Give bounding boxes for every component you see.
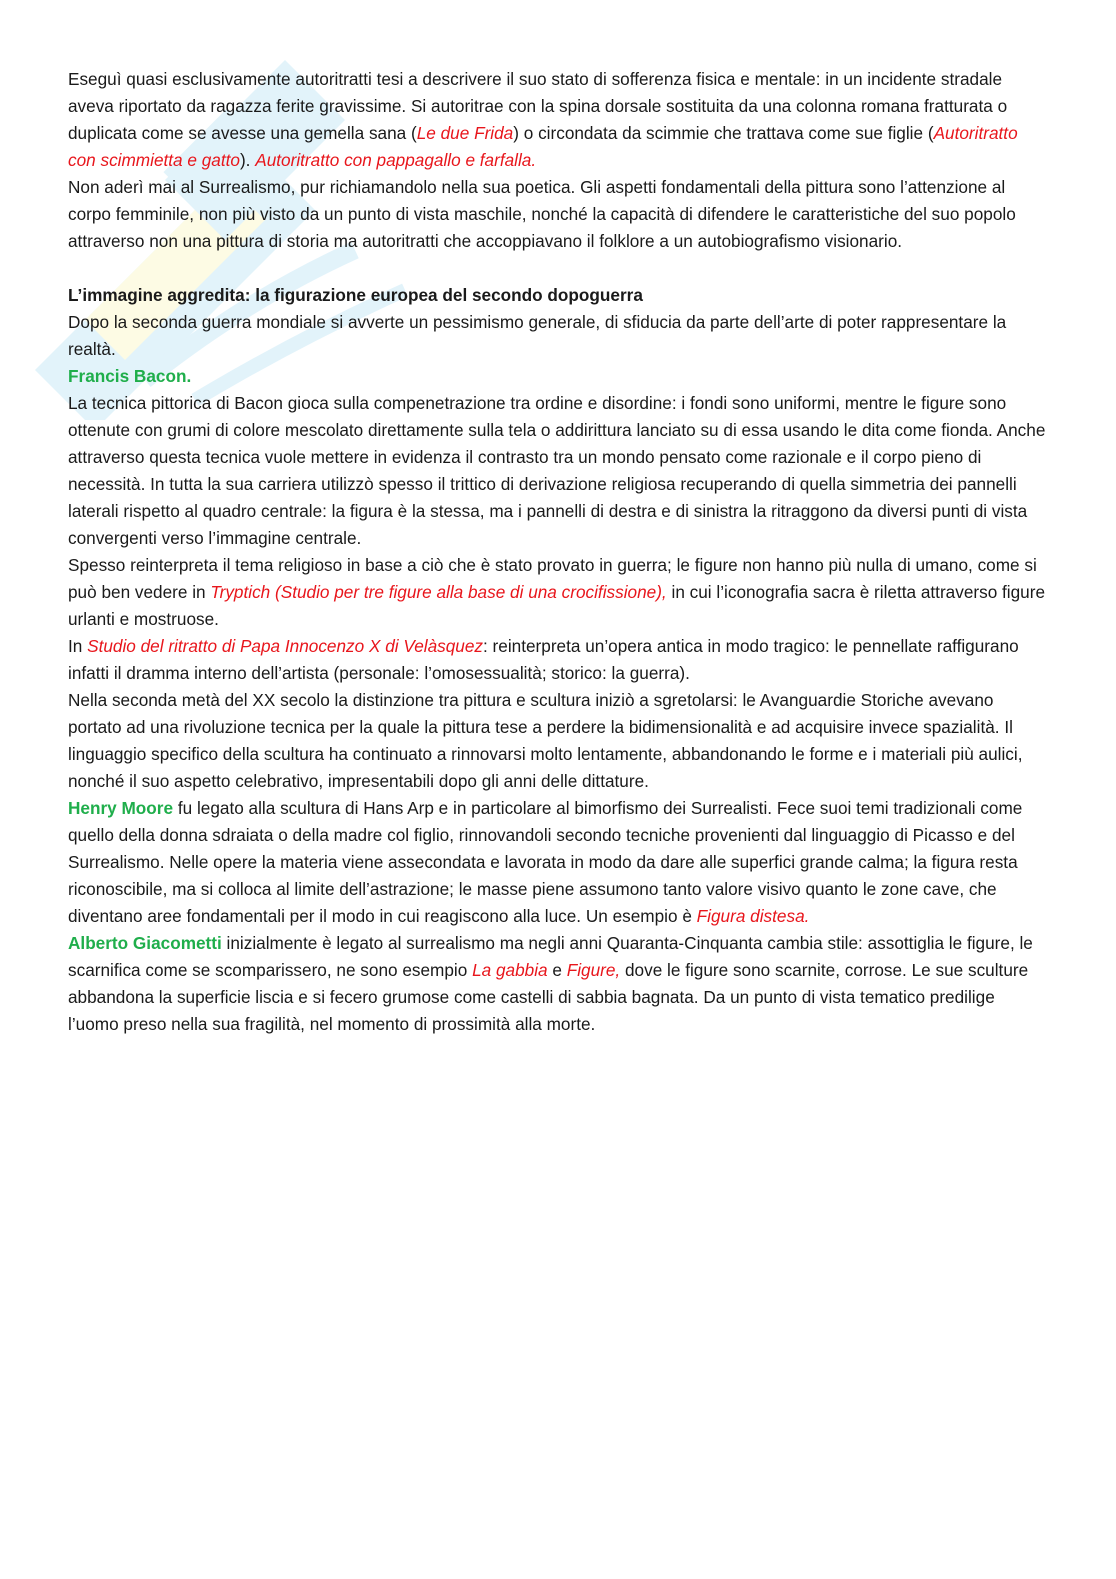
artist-name-francis-bacon: Francis Bacon. [68, 366, 192, 386]
section-intro: Dopo la seconda guerra mondiale si avverte un pessimismo generale, di sfiducia da parte dell’arte di poter rappresentare la realtà. [68, 312, 1007, 359]
bacon-paragraph-1: La tecnica pittorica di Bacon gioca sulla compenetrazione tra ordine e disordine: i fondi sono uniformi, mentre le figure sono ottenute con grumi di colore mescolato direttamente sulla tela o addirittura lanciato su di essa usando le dita come fionda. Anche attraverso questa tecnica vuole mettere in evidenza il contrasto tra un mondo pensato come razionale e il corpo pieno di necessità. In tutta la sua carriera utilizzò spesso il trittico di derivazione religiosa recuperando di quella simmetria dei pannelli laterali rispetto al quadro centrale: la figura è la stessa, ma i pannelli di destra e di sinistra la ritraggono da diversi punti di vista convergenti verso l’immagine centrale. [68, 393, 1046, 548]
artist-name-alberto-giacometti: Alberto Giacometti [68, 933, 222, 953]
bacon-p2-text-2: in cui l’iconografia sacra è riletta attraverso figure urlanti e mostruose. [68, 582, 1046, 629]
frida-paragraph-2: Non aderì mai al Surrealismo, pur richiamandolo nella sua poetica. Gli aspetti fondamentali della pittura sono l’attenzione al corpo femminile, non più visto da un punto di vista maschile, nonché la capacità di difendere le caratteristiche del suo popolo attraverso non una pittura di storia ma autoritratti che accoppiavano il folklore a un autobiografismo visionario. [68, 177, 1016, 251]
giacometti-text-3: dove le figure sono scarnite, corrose. Le sue sculture abbandona la superficie liscia e si fecero grumose come castelli di sabbia bagnata. Da un punto di vista tematico predilige l’uomo preso nella sua fragilità, nel momento di prossimità alla morte. [68, 960, 1029, 1034]
document-page [68, 66, 1050, 1038]
bacon-paragraph-2 [68, 552, 1050, 633]
work-title-le-due-frida: Le due Frida [416, 123, 514, 143]
bacon-p2-text-1: Spesso reinterpreta il tema religioso in base a ciò che è stato provato in guerra; le figure non hanno più nulla di umano, come si può ben vedere in [68, 555, 1037, 602]
work-title-scimmietta-gatto: Autoritratto con scimmietta e gatto [68, 123, 1018, 170]
frida-text-2: ) o circondata da scimmie che trattava come sue figlie ( [513, 123, 934, 143]
work-title-figura-distesa: Figura distesa. [696, 906, 810, 926]
giacometti-text-2: e [547, 960, 567, 980]
bacon-p3-text-0: In [68, 636, 88, 656]
work-title-pappagallo-farfalla: Autoritratto con pappagallo e farfalla. [255, 150, 537, 170]
work-title-papa-innocenzo: Studio del ritratto di Papa Innocenzo X di Velàsquez [87, 636, 483, 656]
artist-name-henry-moore: Henry Moore [68, 798, 174, 818]
bacon-p3-text-1: : reinterpreta un’opera antica in modo tragico: le pennellate raffigurano infatti il dramma interno dell’artista (personale: l’omosessualità; storico: la guerra). [68, 636, 1019, 683]
giacometti-text-1: inizialmente è legato al surrealismo ma negli anni Quaranta-Cinquanta cambia stile: assottiglia le figure, le scarnifica come se scomparissero, ne sono esempio [68, 933, 1033, 980]
moore-text-1: fu legato alla scultura di Hans Arp e in particolare al bimorfismo dei Surrealisti. Fece suoi temi tradizionali come quello della donna sdraiata o della madre col figlio, rinnovandoli secondo tecniche provenienti dal linguaggio di Picasso e del Surrealismo. Nelle opere la materia viene assecondata e lavorata in modo da dare alle superfici grande calma; la figura resta riconoscibile, ma si colloca al limite dell’astrazione; le masse piene assumono tanto valore visivo quanto le zone cave, che diventano aree fondamentali per il modo in cui reagiscono alla luce. Un esempio è [68, 798, 1023, 926]
paragraph-spacer [68, 255, 1050, 282]
frida-text-1: Eseguì quasi esclusivamente autoritratti tesi a descrivere il suo stato di sofferenza fisica e mentale: in un incidente stradale aveva riportato da ragazza ferite gravissime. Si autoritrae con la spina dorsale sostituita da una colonna romana fratturata o duplicata come se avesse una gemella sana ( [68, 69, 1008, 143]
frida-text-3: ). [239, 150, 256, 170]
giacometti-paragraph [68, 930, 1050, 1038]
moore-paragraph [68, 795, 1050, 930]
work-title-tryptich: Tryptich (Studio per tre figure alla base di una crocifissione), [210, 582, 667, 602]
bacon-paragraph-3 [68, 633, 1050, 687]
work-title-figure: Figure, [566, 960, 621, 980]
work-title-la-gabbia: La gabbia [472, 960, 548, 980]
section-heading: L’immagine aggredita: la figurazione europea del secondo dopoguerra [68, 285, 643, 305]
sculpture-paragraph: Nella seconda metà del XX secolo la distinzione tra pittura e scultura iniziò a sgretolarsi: le Avanguardie Storiche avevano portato ad una rivoluzione tecnica per la quale la pittura tese a perdere la bidimensionalità e ad acquisire invece spazialità. Il linguaggio specifico della scultura ha continuato a rinnovarsi molto lentamente, abbandonando le forme e i materiali più aulici, nonché il suo aspetto celebrativo, impresentabili dopo gli anni delle dittature. [68, 690, 1023, 791]
frida-paragraph-1 [68, 66, 1050, 174]
